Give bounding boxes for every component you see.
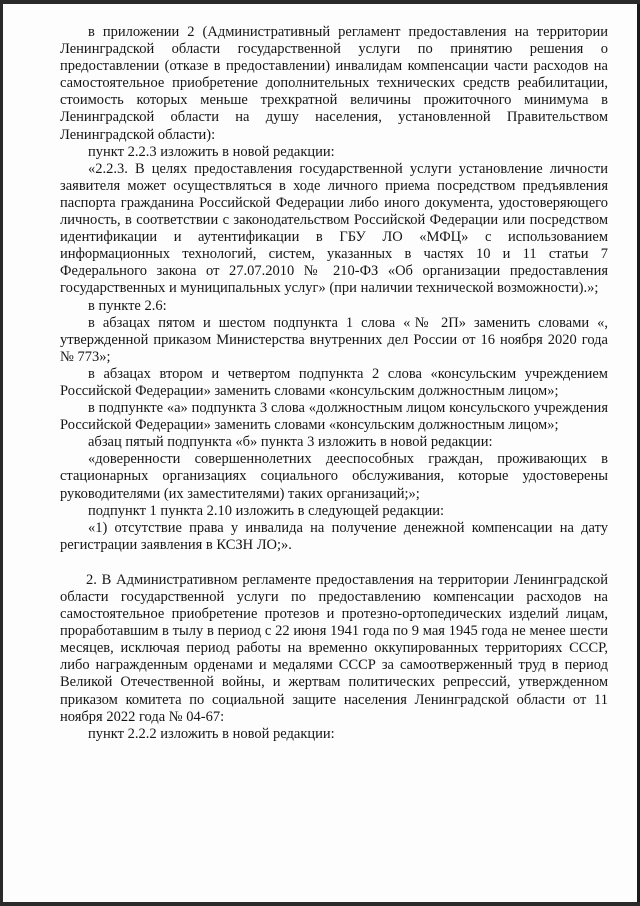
section-spacer	[60, 554, 608, 572]
paragraph-subitem-1: в абзацах пятом и шестом подпункта 1 слова «№ 2П» заменить словами «, утвержденной приказом Министерства внутренних дел России от 16 ноября 2020 года № 773»;	[60, 314, 608, 365]
paragraph-item-2-10-intro: подпункт 1 пункта 2.10 изложить в следующей редакции:	[88, 502, 445, 519]
paragraph-item-2-2-2-intro: пункт 2.2.2 изложить в новой редакции:	[88, 725, 335, 742]
paragraph-subitem-3b-text: «доверенности совершеннолетних дееспособных граждан, проживающих в стационарных организациях социального обслуживания, которые удостоверены руководителями (их заместителями) таких организаций;»;	[60, 451, 608, 502]
scan-edge-left	[0, 0, 3, 906]
paragraph-item-2-10-text: «1) отсутствие права у инвалида на получение денежной компенсации на дату регистрации заявления в КСЗН ЛО;».	[60, 519, 608, 553]
scan-edge-top	[0, 0, 640, 4]
paragraph-subitem-3a: в подпункте «а» подпункта 3 слова «должностным лицом консульского учреждения Российской Федерации» заменить словами «консульским должностным лицом»;	[60, 400, 608, 434]
paragraph-item-2-2-3-text: «2.2.3. В целях предоставления государственной услуги установление личности заявителя может осуществляться в ходе личного приема посредством предъявления паспорта гражданина Российской Федерации либо иного документа, удостоверяющего личность, в соответствии с законодательством Российской Федерации или посредством идентификации и аутентификации в ГБУ ЛО «МФЦ» с использованием информационных технологий, систем, указанных в частях 10 и 11 статьи 7 Федерального закона от 27.07.2010 № 210-ФЗ «Об организации предоставления государственных и муниципальных услуг» (при наличии технической возможности).»;	[60, 160, 608, 297]
document-body	[60, 24, 608, 743]
paragraph-appendix-2: в приложении 2 (Административный регламент предоставления на территории Ленинградской области государственной услуги по принятию решения о предоставлении (отказе в предоставлении) инвалидам компенсации части расходов на самостоятельное приобретение дополнительных технических средств реабилитации, стоимость которых меньше трехкратной величины прожиточного минимума в Ленинградской области на душу населения, установленной Правительством Ленинградской области):	[60, 24, 608, 143]
paragraph-section-2: 2. В Административном регламенте предоставления на территории Ленинградской области государственной услуги по предоставлению компенсации расходов на самостоятельное приобретение протезов и протезно-ортопедических изделий лицам, проработавшим в тылу в период с 22 июня 1941 года по 9 мая 1945 года не менее шести месяцев, исключая период работы на временно оккупированных территориях СССР, либо награжденным орденами и медалями СССР за самоотверженный труд в период Великой Отечественной войны, и жертвам политических репрессий, утвержденном приказом комитета по социальной защите населения Ленинградской области от 11 ноября 2022 года № 04-67:	[60, 571, 608, 725]
paragraph-item-2-2-3-intro: пункт 2.2.3 изложить в новой редакции:	[88, 143, 335, 160]
paragraph-subitem-2: в абзацах втором и четвертом подпункта 2 слова «консульским учреждением Российской Федерации» заменить словами «консульским должностным лицом»;	[60, 365, 608, 399]
paragraph-subitem-3b-intro: абзац пятый подпункта «б» пункта 3 изложить в новой редакции:	[88, 434, 493, 451]
paragraph-item-2-6-intro: в пункте 2.6:	[88, 297, 167, 314]
scan-edge-bottom	[0, 902, 640, 906]
